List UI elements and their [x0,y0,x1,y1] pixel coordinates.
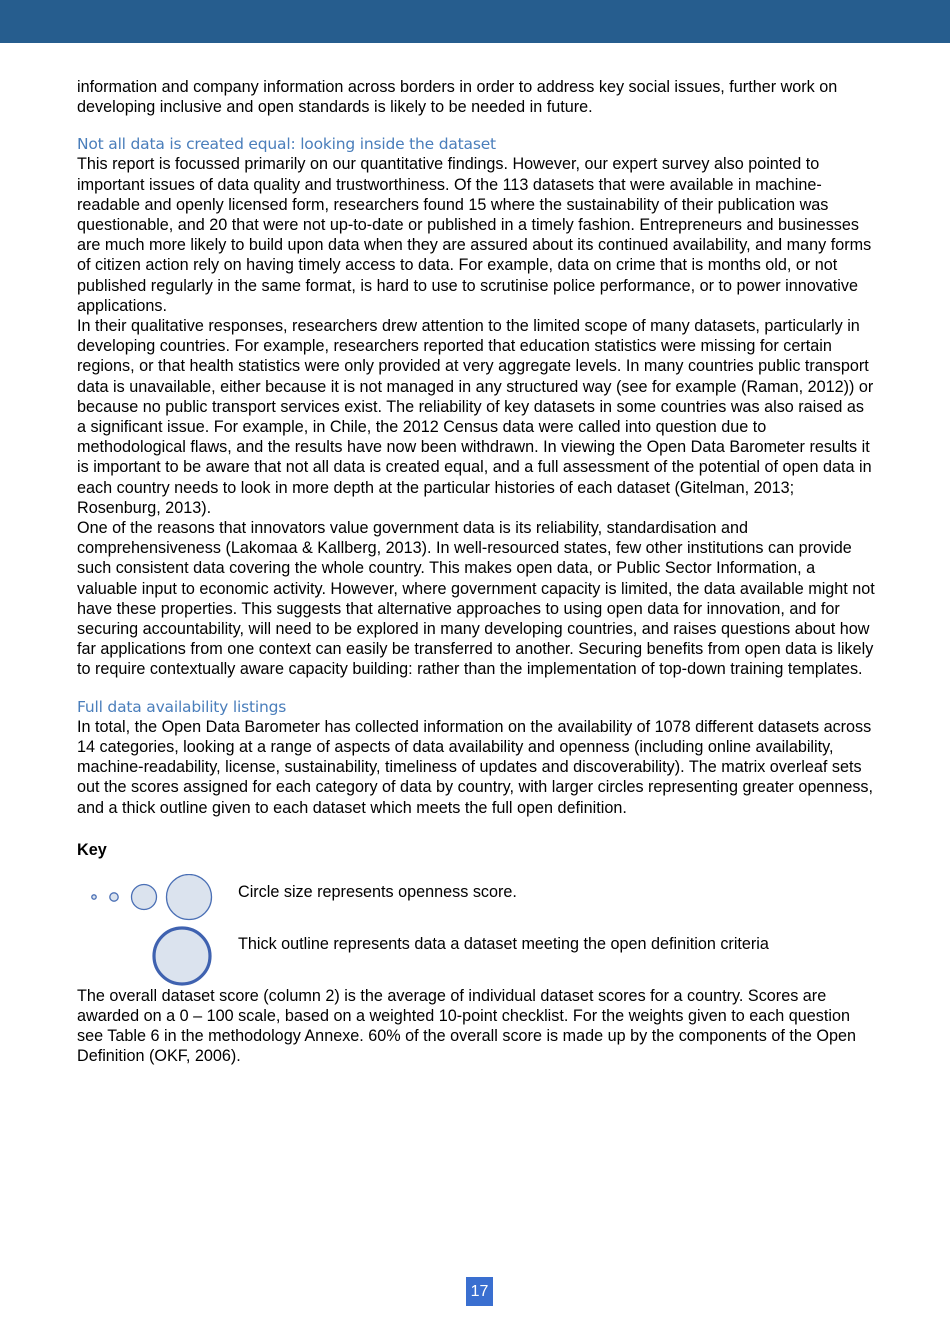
circle-size-legend-icon [77,874,227,926]
thick-outline-legend-icon [77,926,227,990]
legend-circle-thick [154,928,210,984]
legend-circle-large [167,874,212,919]
section-heading-listings: Full data availability listings [77,697,287,716]
header-bar [0,0,950,43]
legend-circle-medium [132,884,157,909]
paragraph-data-quality: This report is focussed primarily on our quantitative findings. However, our expert survey also pointed to important issues of data quality and trustworthiness. Of the 113 datasets that were available in machine-readable and openly licensed form, researchers found 15 where the sustainability of their publication was questionable, and 20 that were not up-to-date or published in a timely fashion. Entrepreneurs and businesses are much more likely to build upon data when they are assured about its continued availability, and many forms of citizen action rely on having timely access to data. For example, data on crime that is months old, or not published regularly in the same format, is hard to use to scrutinise police performance, or to power innovative applications. [77,155,872,315]
paragraph-limited-scope: In their qualitative responses, researchers drew attention to the limited scope of many datasets, particularly in developing countries. For example, researchers reported that education statistics were missing for certain regions, or that health statistics were only provided at very aggregate levels. In many countries public transport data is unavailable, either because it is not managed in any structured way (see for example (Raman, 2012)) or because no public transport services exist. The reliability of key datasets in some countries was also raised as a significant issue. For example, in Chile, the 2012 Census data were called into question due to methodological flaws, and the results have now been withdrawn. In viewing the Open Data Barometer results it is important to be aware that not all data is created equal, and a full assessment of the potential of open data in each country needs to look in more depth at the particular histories of each dataset (Gitelman, 2013; Rosenburg, 2013). [77,317,874,517]
legend-circle-tiny [92,895,96,899]
paragraph-listings: In total, the Open Data Barometer has collected information on the availability of 1078 different datasets across 14 categories, looking at a range of aspects of data availability and openness (including online availability, machine-readability, license, sustainability, timeliness of updates and discoverability). The matrix overleaf sets out the scores assigned for each category of data by country, with larger circles representing greater openness, and a thick outline given to each dataset which meets the full open definition. [77,717,874,817]
legend-circle-small [110,893,118,901]
page-number: 17 [466,1277,493,1306]
section-heading-data-quality: Not all data is created equal: looking inside the dataset [77,135,496,154]
thick-outline-label: Thick outline represents data a dataset meeting the open definition criteria [238,934,769,953]
circle-size-label: Circle size represents openness score. [238,882,517,901]
paragraph-reliability: One of the reasons that innovators value government data is its reliability, standardisation and comprehensiveness (Lakomaa & Kallberg, 2013). In well-resourced states, few other institutions can provide such consistent data covering the whole country. This makes open data, or Public Sector Information, a valuable input to economic activity. However, where government capacity is limited, the data available might not have these properties. This suggests that alternative approaches to using open data for innovation, and for securing accountability, will need to be explored in many developing countries, and raises questions about how far applications from one context can easily be transferred to another. Securing benefits from open data is likely to require contextually aware capacity building: rather than the implementation of top-down training templates. [77,519,875,679]
key-title: Key [77,840,107,859]
intro-paragraph: information and company information across borders in order to address key social issues, further work on developing inclusive and open standards is likely to be needed in future. [77,78,838,117]
key-row-thick-outline [77,926,877,986]
paragraph-overall-score: The overall dataset score (column 2) is the average of individual dataset scores for a country. Scores are awarded on a 0 – 100 scale, based on a weighted 10-point checklist. For the weights given to each question see Table 6 in the methodology Annexe. 60% of the overall score is made up by the components of the Open Definition (OKF, 2006). [77,986,856,1066]
page-content [77,77,877,1067]
key-row-circle-size [77,874,877,926]
